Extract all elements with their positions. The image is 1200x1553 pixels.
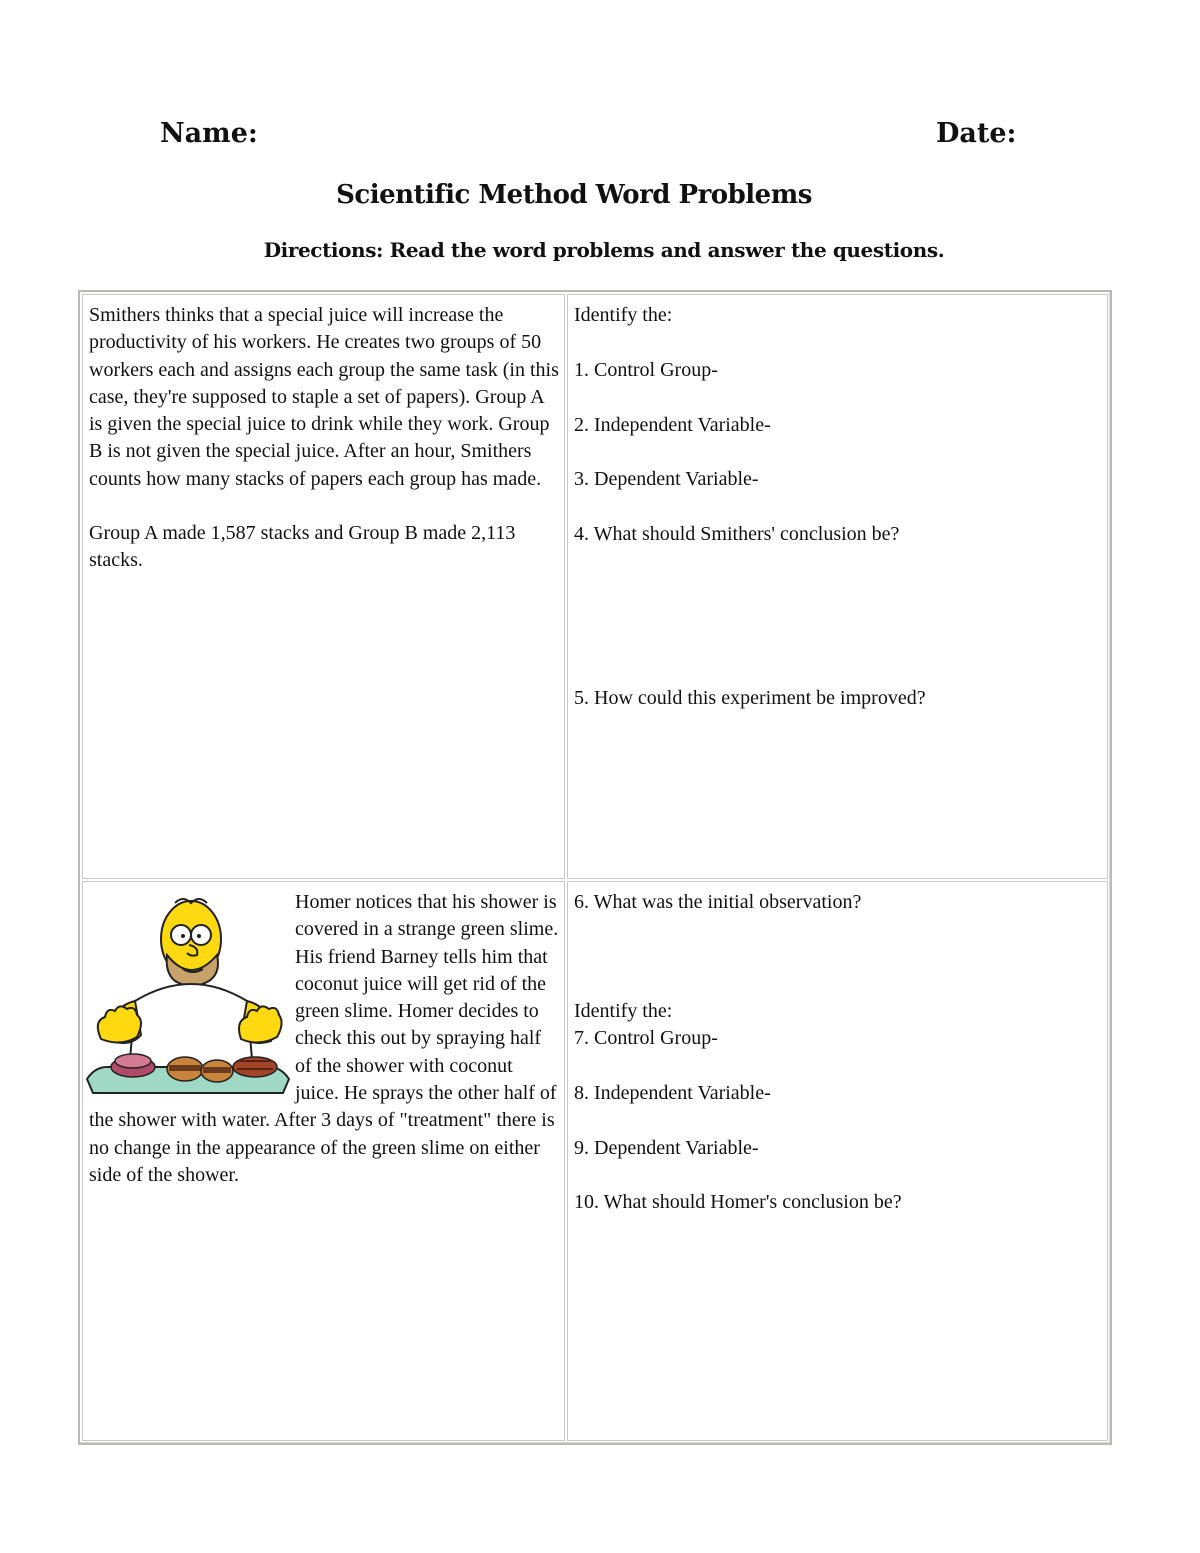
question-1: 1. Control Group- xyxy=(574,359,718,381)
problem-1-paragraph-1: Smithers thinks that a special juice will increase the productivity of his workers. He creates two groups of 50 workers each and assigns each group the same task (in this case, they're supposed to staple a set of papers). Group A is given the special juice to drink while they work. Group B is not given the special juice. After an hour, Smithers counts how many stacks of papers each group has made. xyxy=(89,304,559,490)
question-6: 6. What was the initial observation? xyxy=(574,891,862,913)
questions-1-cell xyxy=(567,294,1108,879)
question-3: 3. Dependent Variable- xyxy=(574,468,759,490)
worksheet-table xyxy=(78,290,1112,1445)
question-2: 2. Independent Variable- xyxy=(574,414,771,436)
problem-2-cell xyxy=(82,881,565,1441)
question-8: 8. Independent Variable- xyxy=(574,1082,771,1104)
question-9: 9. Dependent Variable- xyxy=(574,1137,759,1159)
identify-label-2: Identify the: xyxy=(574,1000,673,1022)
date-label: Date: xyxy=(936,118,1017,149)
question-5: 5. How could this experiment be improved? xyxy=(574,687,926,709)
problem-1-cell xyxy=(82,294,565,879)
identify-label-1: Identify the: xyxy=(574,304,673,326)
questions-2-cell xyxy=(567,881,1108,1441)
problem-2-paragraph: Homer notices that his shower is covered in a strange green slime. His friend Barney tells him that coconut juice will get rid of the green slime. Homer decides to check this out by spraying half of the shower with coconut juice. He sprays the other half of the shower with water. After 3 days of "treatment" there is no change in the appearance of the green slime on either side of the shower. xyxy=(89,891,559,1186)
name-label: Name: xyxy=(160,118,258,149)
question-4: 4. What should Smithers' conclusion be? xyxy=(574,523,900,545)
question-7: 7. Control Group- xyxy=(574,1027,718,1049)
directions: Directions: Read the word problems and answer the questions. xyxy=(263,238,945,262)
page-title: Scientific Method Word Problems xyxy=(336,180,812,210)
question-10: 10. What should Homer's conclusion be? xyxy=(574,1191,902,1213)
problem-1-paragraph-2: Group A made 1,587 stacks and Group B made 2,113 stacks. xyxy=(89,522,516,572)
homer-with-food-tray-illustration xyxy=(85,889,291,1107)
